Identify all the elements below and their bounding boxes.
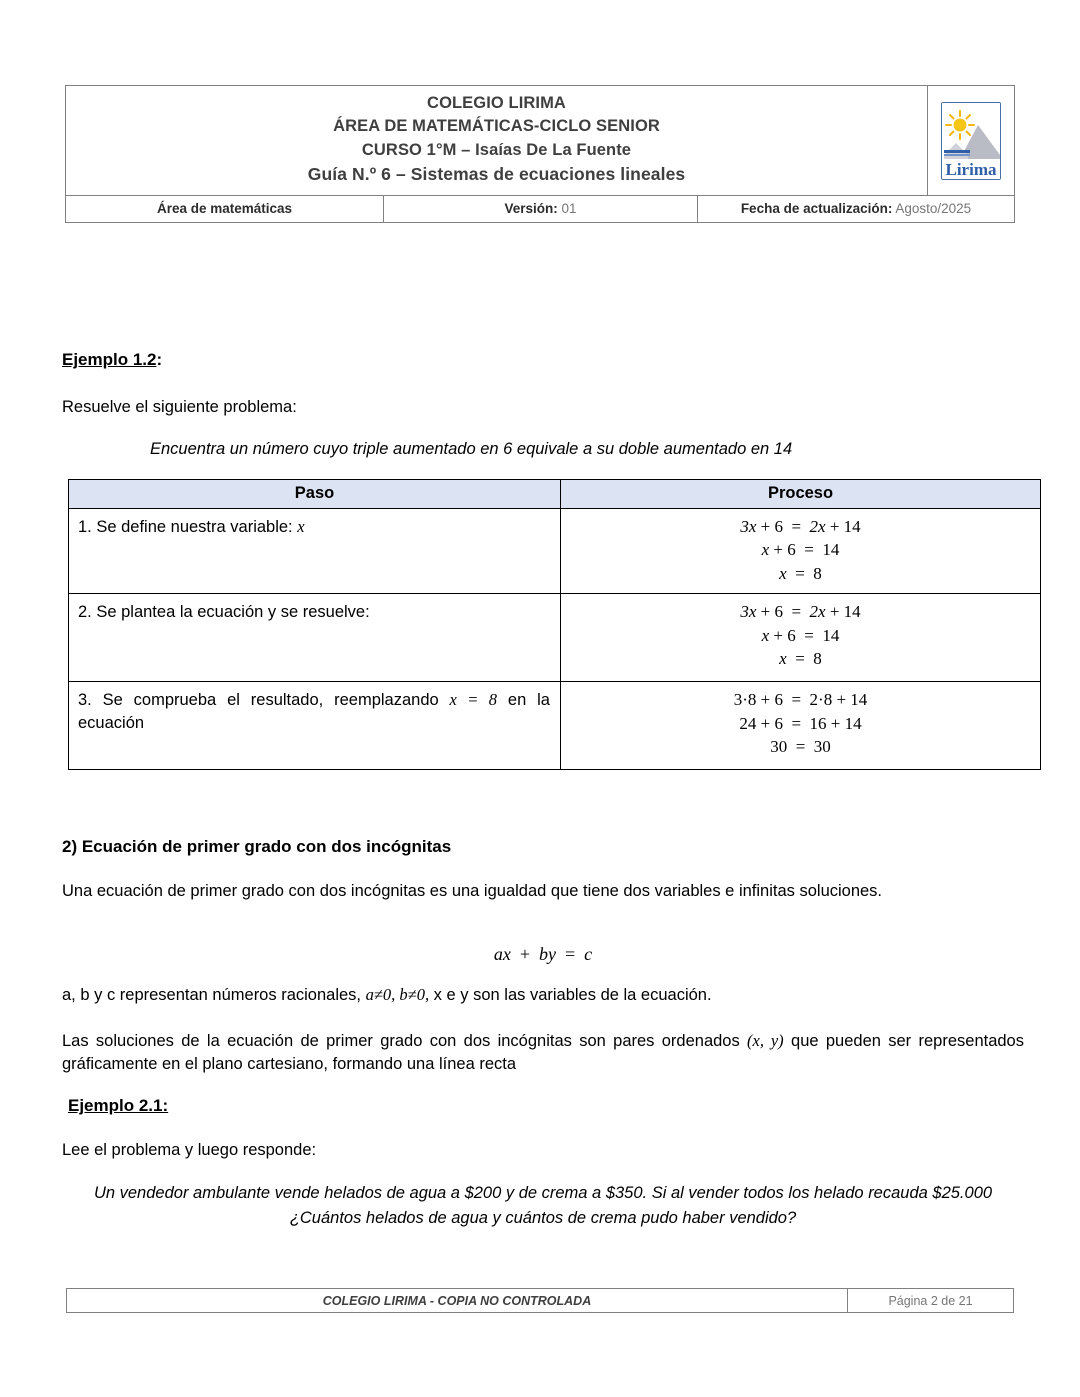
footer-notice: COLEGIO LIRIMA - COPIA NO CONTROLADA	[67, 1289, 848, 1312]
ejemplo-2-1-problem-line2: recauda $25.000 ¿Cuántos helados de agua y cuántos de crema pudo haber vendido?	[289, 1184, 993, 1227]
equation-line: x + 6 = 14	[761, 625, 840, 645]
equation-line: 3x + 6 = 2x + 14	[740, 517, 861, 536]
seccion-2-paragraph-2-post: x e y son las variables de la ecuación.	[429, 986, 712, 1004]
header-title-guide: Guía N.º 6 – Sistemas de ecuaciones lineales	[307, 164, 686, 185]
header-meta-version-value: 01	[557, 201, 577, 217]
header-meta-update-value: Agosto/2025	[892, 201, 972, 217]
heading-seccion-2: 2) Ecuación de primer grado con dos incógnitas	[62, 837, 452, 856]
equation-line: 3·8 + 6 = 2·8 + 14	[733, 690, 868, 710]
seccion-2-paragraph-1: Una ecuación de primer grado con dos incógnitas es una igualdad que tiene dos variables e infinitas soluciones.	[62, 882, 883, 900]
steps-row-3-paso-math: x = 8	[449, 690, 498, 710]
lirima-logo	[941, 102, 1001, 180]
heading-ejemplo-2-1-label: Ejemplo 2.1	[68, 1096, 163, 1115]
steps-table-row	[69, 594, 1041, 682]
formula-ax-by-c: ax + by = c	[493, 944, 593, 964]
steps-row-1-proceso	[561, 509, 1041, 594]
steps-table-col-paso: Paso	[69, 480, 561, 509]
equation-line: 30 = 30	[770, 737, 831, 757]
header-meta-area	[66, 196, 384, 222]
equation-line: x = 8	[779, 563, 822, 583]
header-meta-version	[384, 196, 698, 222]
seccion-2-paragraph-3-post: que pueden ser representados gráficamente en el plano cartesiano, formando una línea recta	[62, 1032, 1024, 1074]
heading-ejemplo-1-2-label: Ejemplo 1.2	[62, 350, 157, 369]
heading-ejemplo-2-1	[68, 1096, 168, 1116]
footer-page-number: Página 2 de 21	[888, 1293, 973, 1308]
header-meta-row	[66, 196, 1014, 222]
equation-line: x + 6 = 14	[761, 540, 840, 560]
steps-row-2-proceso	[561, 594, 1041, 682]
steps-table-col-proceso: Proceso	[561, 480, 1041, 509]
steps-table-row	[69, 509, 1041, 594]
header-title-area: ÁREA DE MATEMÁTICAS-CICLO SENIOR	[333, 117, 660, 136]
ejemplo-2-1-problem-line1: Un vendedor ambulante vende helados de agua a $200 y de crema a $350. Si al vender todos los helado	[93, 1184, 864, 1202]
document-header-table	[65, 85, 1015, 223]
equation-line: 24 + 6 = 16 + 14	[739, 713, 862, 733]
header-meta-area-label: Área de matemáticas	[156, 201, 293, 217]
seccion-2-paragraph-2	[62, 983, 1024, 1007]
steps-row-3-proceso	[561, 682, 1041, 770]
ejemplo-2-1-problem	[62, 1181, 1024, 1231]
steps-row-1-paso-math: x	[297, 517, 305, 536]
ejemplo-2-1-intro: Lee el problema y luego responde:	[62, 1141, 317, 1159]
steps-table-row	[69, 682, 1041, 770]
steps-row-2-paso-text: 2. Se plantea la ecuación y se resuelve:	[78, 603, 370, 622]
header-title-course: CURSO 1°M – Isaías De La Fuente	[361, 140, 632, 159]
header-main-row	[66, 86, 1014, 196]
heading-ejemplo-2-1-colon: :	[162, 1096, 169, 1115]
seccion-2-paragraph-3-pre: Las soluciones de la ecuación de primer grado con dos incógnitas son pares ordenados	[62, 1032, 748, 1050]
seccion-2-paragraph-3-math: (x, y)	[747, 1031, 784, 1050]
heading-ejemplo-1-2-colon: :	[156, 350, 163, 369]
steps-row-3-paso-text-2: en la ecuación	[78, 691, 550, 733]
steps-row-1-paso	[69, 509, 561, 594]
equation-line: x = 8	[779, 649, 822, 669]
document-footer	[66, 1288, 1014, 1313]
steps-row-2-paso	[69, 594, 561, 682]
ejemplo-1-2-problem: Encuentra un número cuyo triple aumentado en 6 equivale a su doble aumentado en 14	[150, 440, 793, 458]
steps-table-header-row	[69, 480, 1041, 509]
ejemplo-1-2-intro: Resuelve el siguiente problema:	[62, 398, 297, 416]
header-meta-update	[698, 196, 1014, 222]
seccion-2-paragraph-2-pre: a, b y c representan números racionales,	[62, 986, 366, 1004]
lirima-logo-graphic	[942, 103, 1000, 179]
steps-row-1-paso-text: 1. Se define nuestra variable:	[78, 518, 298, 536]
seccion-2-paragraph-3	[62, 1029, 1024, 1077]
steps-table	[68, 479, 1041, 770]
header-logo-cell	[927, 86, 1014, 195]
equation-line: 3x + 6 = 2x + 14	[740, 602, 861, 622]
header-title-school: COLEGIO LIRIMA	[427, 94, 566, 112]
steps-row-3-paso-text: 3. Se comprueba el resultado, reemplazando	[78, 691, 450, 710]
steps-row-3-paso	[69, 682, 561, 770]
svg-text:Lirima: Lirima	[945, 159, 997, 179]
header-meta-update-label: Fecha de actualización:	[740, 201, 893, 217]
header-meta-version-label: Versión:	[504, 201, 558, 217]
seccion-2-paragraph-2-math: a≠0, b≠0,	[365, 985, 430, 1004]
header-title-block	[66, 86, 927, 195]
heading-ejemplo-1-2	[62, 350, 162, 370]
